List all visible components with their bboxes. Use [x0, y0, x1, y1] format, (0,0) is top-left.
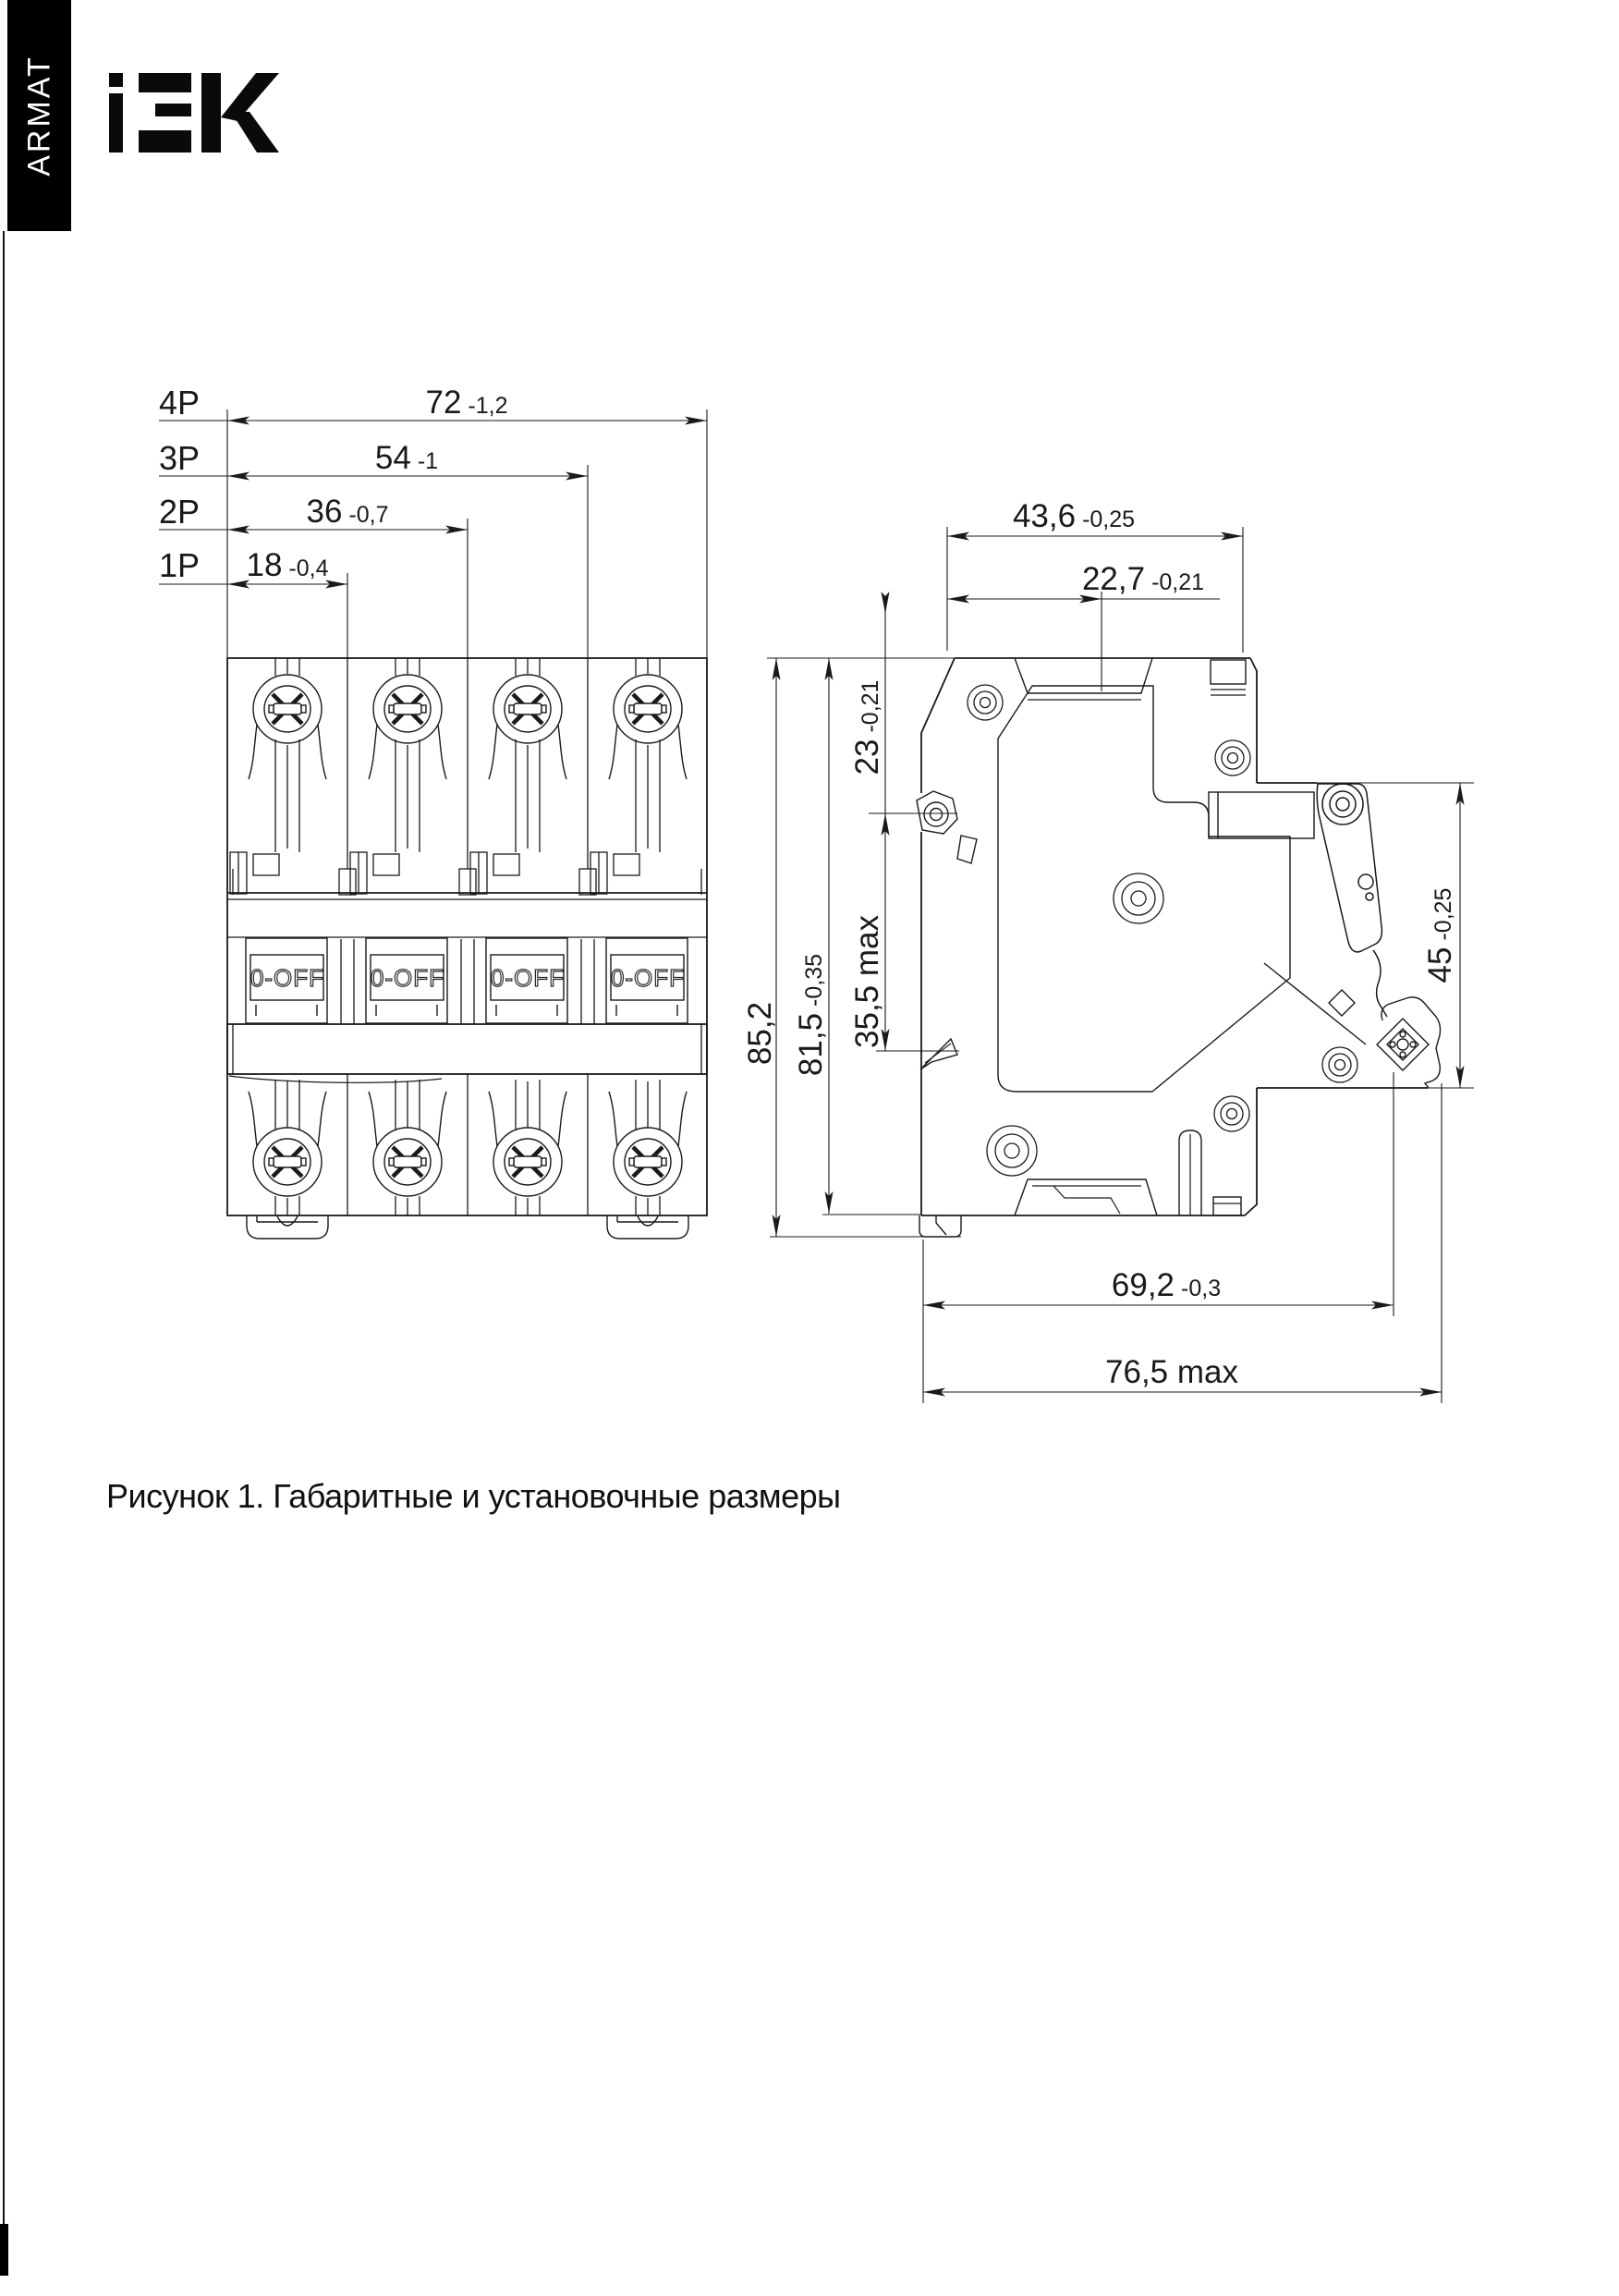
latch-tab [350, 852, 399, 894]
din-latch [917, 791, 977, 1237]
din-rail-pocket [1015, 1130, 1241, 1215]
side-dimension-texts [742, 498, 1458, 1390]
switch-state-label: 0-OFF [370, 964, 445, 992]
dim-rail-center: 22,7 -0,21 [1081, 561, 1205, 597]
dim-2p: 36 -0,7 [306, 494, 389, 530]
front-pole-dimensions [159, 409, 707, 658]
armat-label: ARMAT [21, 55, 56, 177]
dim-front-height: 45-0,25 [1422, 887, 1458, 983]
side-view [742, 498, 1474, 1403]
switch-state-label: 0-OFF [490, 964, 566, 992]
dim-top-width: 43,6 -0,25 [1012, 498, 1136, 534]
figure-caption: Рисунок 1. Габаритные и установочные размеры [106, 1477, 841, 1515]
side-window [1209, 792, 1314, 838]
pole-label: 4P [159, 384, 201, 421]
switch-state-label: 0-OFF [610, 964, 686, 992]
pole-label: 2P [159, 493, 201, 531]
latch-tab [470, 852, 519, 894]
case-rivets [968, 685, 1357, 1176]
dim-body-height: 81,5-0,35 [793, 953, 829, 1077]
bottom-terminal-clamp [1377, 997, 1441, 1088]
front-pole-texts [159, 384, 508, 584]
latch-tab [590, 852, 639, 894]
latch-tab [230, 852, 279, 894]
dim-4p: 72 -1,2 [425, 385, 508, 421]
toggle-lever [1317, 784, 1387, 1017]
front-view [159, 384, 707, 1239]
dim-1p: 18 -0,4 [246, 547, 329, 583]
dim-screw-center: 23-0,21 [849, 679, 885, 776]
dim-depth-max: 76,5 max [1105, 1354, 1238, 1390]
dim-latch-extent: 35,5 max [849, 915, 885, 1048]
din-foot [247, 1215, 328, 1239]
front-slope [1264, 963, 1366, 1044]
dim-depth: 69,2 -0,3 [1111, 1267, 1222, 1303]
dim-total-height: 85,2 [742, 1001, 778, 1066]
pole-label: 1P [159, 546, 201, 584]
pole-label: 3P [159, 439, 201, 477]
dim-3p: 54 -1 [374, 440, 439, 476]
switch-state-label: 0-OFF [250, 964, 325, 992]
din-foot [607, 1215, 688, 1239]
